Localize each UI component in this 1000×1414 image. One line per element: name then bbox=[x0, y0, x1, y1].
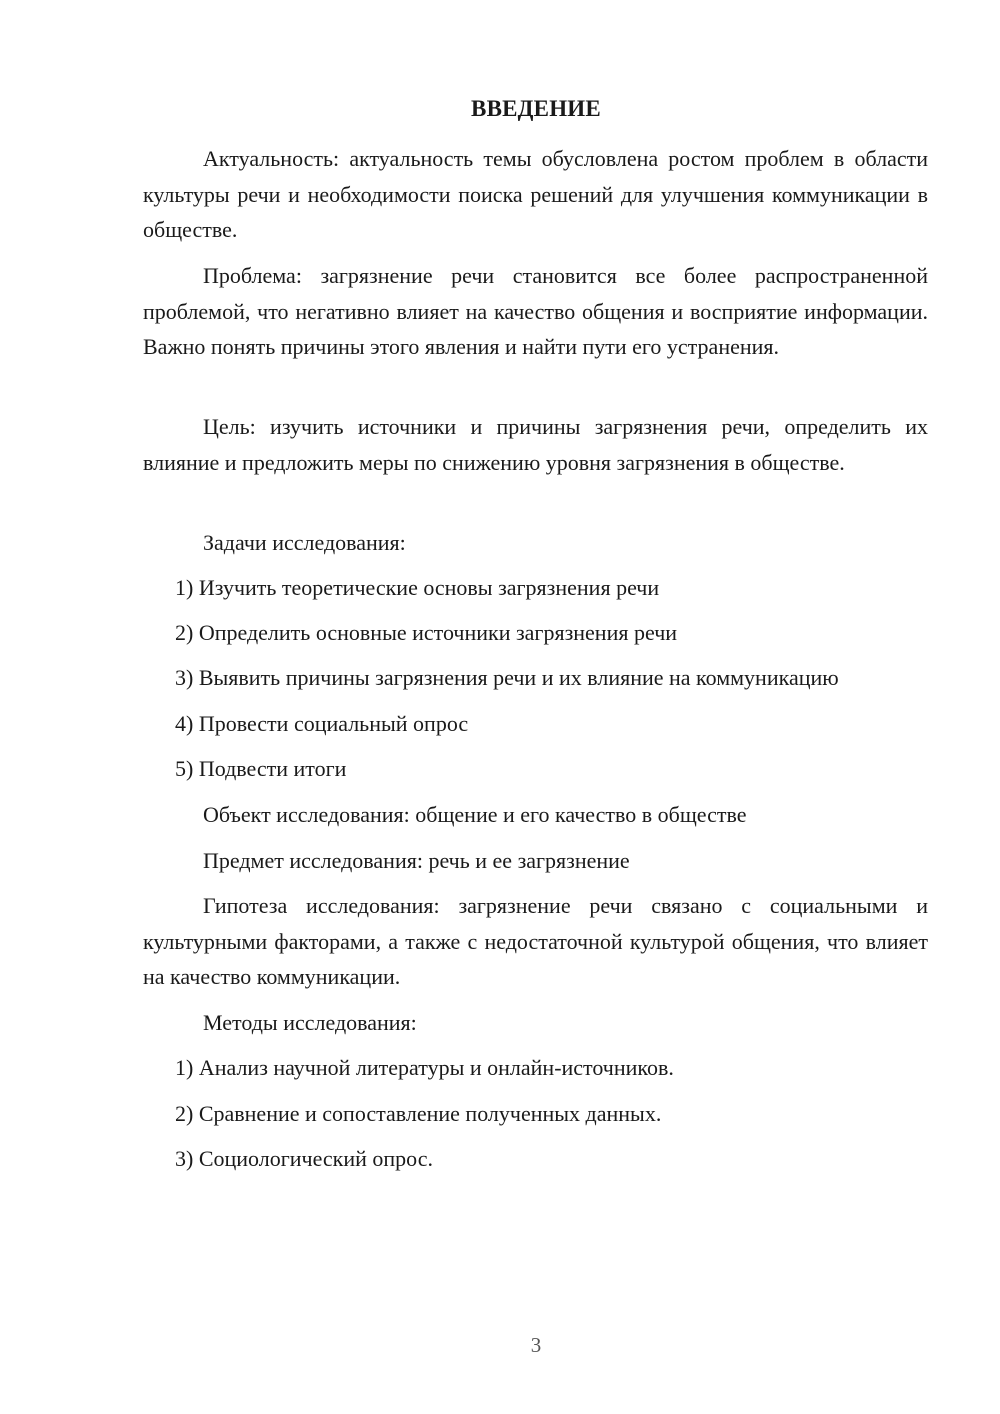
hypothesis-paragraph: Гипотеза исследования: загрязнение речи связано с социальными и культурными факторами, а также с недостаточной культурой общения, что влияет на качество коммуникации. bbox=[143, 893, 928, 989]
task-item: 1) Изучить теоретические основы загрязнения речи bbox=[175, 575, 660, 600]
method-item: 1) Анализ научной литературы и онлайн-источников. bbox=[175, 1055, 674, 1080]
task-item: 4) Провести социальный опрос bbox=[175, 711, 469, 736]
problem-paragraph: Проблема: загрязнение речи становится все более распространенной проблемой, что негативно влияет на качество общения и восприятие информации. Важно понять причины этого явления и найти пути его устранения. bbox=[143, 263, 928, 359]
task-item: 3) Выявить причины загрязнения речи и их влияние на коммуникацию bbox=[175, 665, 839, 690]
tasks-title: Задачи исследования: bbox=[203, 530, 406, 555]
task-item: 5) Подвести итоги bbox=[175, 756, 347, 781]
goal-paragraph: Цель: изучить источники и причины загрязнения речи, определить их влияние и предложить меры по снижению уровня загрязнения в обществе. bbox=[143, 414, 928, 475]
section-heading: ВВЕДЕНИЕ bbox=[471, 96, 601, 121]
methods-title: Методы исследования: bbox=[203, 1010, 417, 1035]
method-item: 2) Сравнение и сопоставление полученных данных. bbox=[175, 1101, 662, 1126]
subject-line: Предмет исследования: речь и ее загрязнение bbox=[203, 848, 630, 873]
method-item: 3) Социологический опрос. bbox=[175, 1146, 433, 1171]
page-number: 3 bbox=[530, 1333, 542, 1357]
relevance-paragraph: Актуальность: актуальность темы обусловлена ростом проблем в области культуры речи и необходимости поиска решений для улучшения коммуникации в обществе. bbox=[143, 146, 928, 242]
task-item: 2) Определить основные источники загрязнения речи bbox=[175, 620, 678, 645]
object-line: Объект исследования: общение и его качество в обществе bbox=[203, 802, 747, 827]
